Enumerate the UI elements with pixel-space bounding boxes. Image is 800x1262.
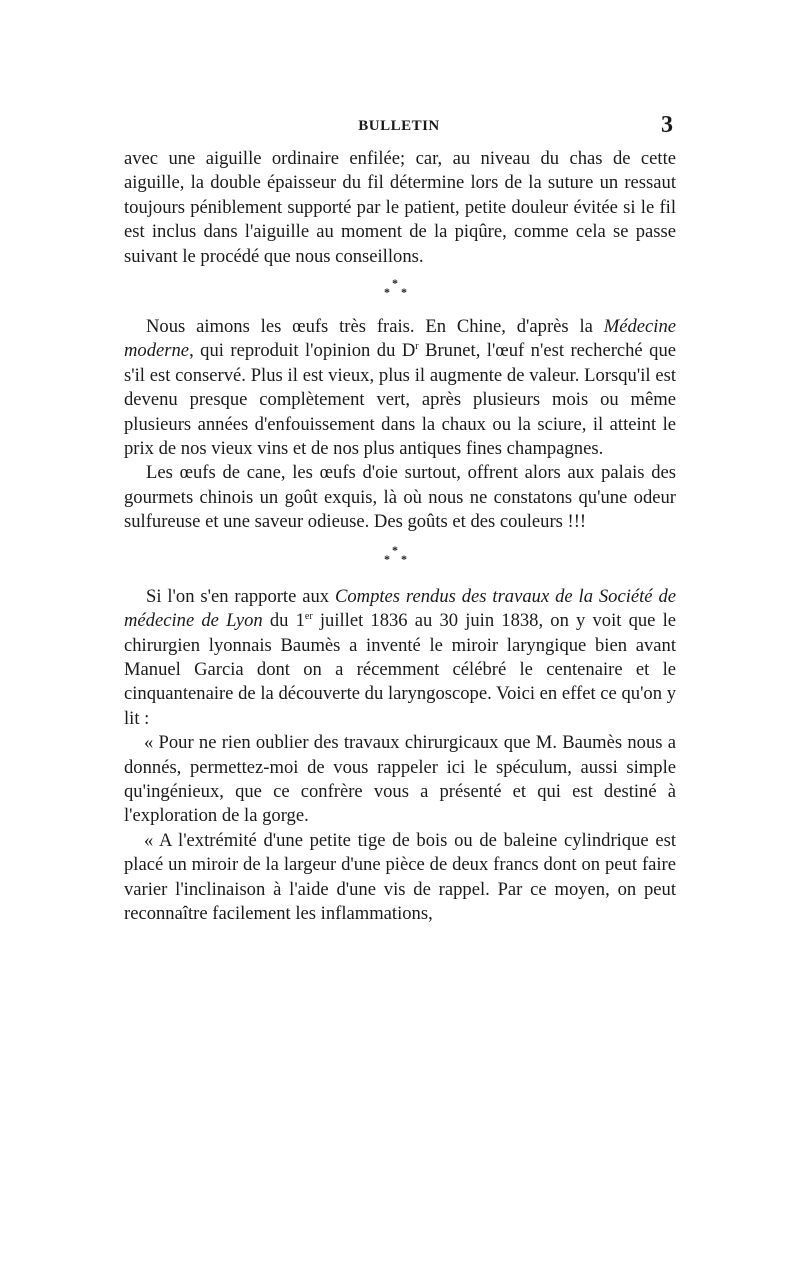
text-run: Si l'on s'en rapporte aux xyxy=(146,585,335,607)
italic-title: Comptes rendus des travaux de la Société de médecine de Lyon xyxy=(124,585,676,632)
running-title: BULLETIN xyxy=(358,118,440,134)
body-text xyxy=(124,147,676,926)
superscript: r xyxy=(415,341,419,353)
text-run: Nous aimons les œufs très frais. En Chine, d'après la xyxy=(146,316,604,338)
paragraph-laryngoscope xyxy=(124,585,676,731)
asterism-star: * xyxy=(384,551,390,566)
text-run: juillet 1836 au 30 juin 1838, on y voit que le chirurgien lyonnais Baumès a inventé le miroir laryngique bien avant Manuel Garcia dont on a récemment célébré le centenaire et le cinquantenaire de la découverte du laryngoscope. Voici en effet ce qu'on y lit : xyxy=(124,610,677,729)
text-run: du 1 xyxy=(262,610,305,632)
paragraph-quote-speculum: « Pour ne rien oublier des travaux chirurgicaux que M. Baumès nous a donnés, permettez-moi de vous rappeler ici le spéculum, aussi simple qu'ingénieux, que ce confrère vous a présenté et qui est destiné à l'exploration de la gorge. xyxy=(124,732,676,827)
text-run: , qui reproduit l'opinion du D xyxy=(189,340,416,362)
asterism-star: * xyxy=(401,551,407,566)
page-number: 3 xyxy=(661,112,673,138)
paragraph-suture: avec une aiguille ordinaire enfilée; car, au niveau du chas de cette aiguille, la double épaisseur du fil détermine lors de la suture un ressaut toujours péniblement supporté par le patient, petite douleur évitée si le fil est inclus dans l'aiguille au moment de la piqûre, comme cela se passe suivant le procédé que nous conseillons. xyxy=(124,148,676,267)
italic-title: Médecine moderne xyxy=(124,316,676,362)
asterism-star: * xyxy=(401,285,407,300)
paragraph-duck-eggs: Les œufs de cane, les œufs d'oie surtout, offrent alors aux palais des gourmets chinois un goût exquis, là où nous ne constatons qu'une odeur sulfureuse et une saveur odieuse. Des goûts et des couleurs !!! xyxy=(124,462,676,533)
paragraph-quote-mirror: « A l'extrémité d'une petite tige de bois ou de baleine cylindrique est placé un miroir de la largeur d'une pièce de deux francs dont on peut faire varier l'inclinaison à l'aide d'une vis de rappel. Par ce moyen, on peut reconnaître facilement les inflammations, xyxy=(124,829,676,924)
asterism-divider xyxy=(124,535,676,585)
superscript: er xyxy=(304,610,313,622)
asterism-star: * xyxy=(392,276,398,291)
asterism-divider xyxy=(124,269,676,315)
asterism-star: * xyxy=(384,285,390,300)
running-header xyxy=(125,112,673,140)
paragraph-eggs xyxy=(124,315,676,461)
asterism-star: * xyxy=(392,542,398,557)
text-run: Brunet, l'œuf n'est recherché que s'il est conservé. Plus il est vieux, plus il augmente de valeur. Lorsqu'il est devenu presque complètement vert, après plusieurs mois ou même plusieurs années d'enfouissement dans la chaux ou la sciure, il atteint le prix de nos vieux vins et de nos plus antiques fines champagnes. xyxy=(124,340,676,460)
